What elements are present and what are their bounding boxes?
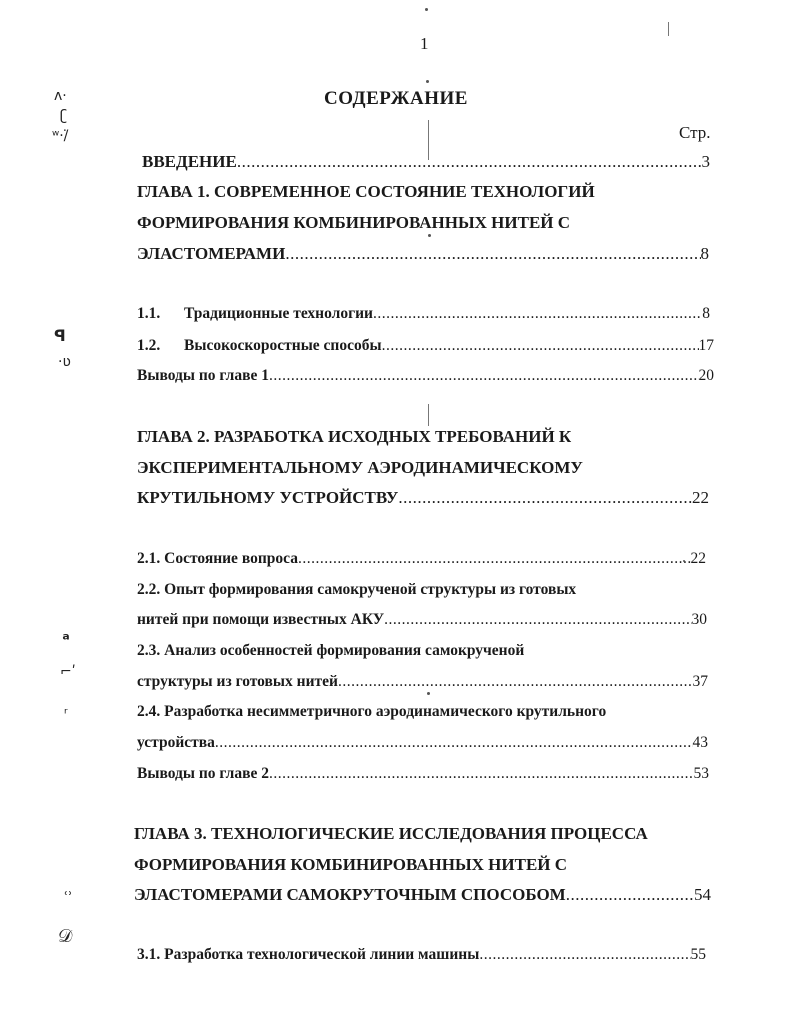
scan-mark: ⌐ʹ [60, 664, 76, 680]
toc-page: 3 [701, 152, 710, 171]
leader-dots [298, 550, 691, 568]
scan-line [428, 120, 429, 160]
toc-label: Высокоскоростные способы [184, 337, 382, 354]
scan-mark: ʗ [60, 108, 68, 124]
scan-speck [428, 234, 431, 237]
toc-entry-2-4 [137, 734, 708, 752]
toc-label: 2.1. Состояние вопроса [137, 550, 298, 567]
scan-mark: ʷ·/̇ [52, 128, 69, 144]
chapter-heading-line: ГЛАВА 1. СОВРЕМЕННОЕ СОСТОЯНИЕ ТЕХНОЛОГИЙ [137, 182, 595, 201]
toc-label: ЭЛАСТОМЕРАМИ [137, 244, 286, 263]
toc-page: 17 [698, 337, 714, 354]
chapter-heading-line: ФОРМИРОВАНИЯ КОМБИНИРОВАННЫХ НИТЕЙ С [134, 855, 568, 874]
toc-entry-intro [142, 152, 710, 172]
toc-entry-2-2 [137, 611, 707, 629]
leader-dots [269, 367, 699, 385]
leader-dots [285, 244, 700, 264]
leader-dots [215, 734, 693, 752]
scan-speck [426, 80, 429, 83]
toc-entry-2-4-line: 2.4. Разработка несимметричного аэродинамического крутильного [137, 703, 607, 720]
toc-page: 43 [692, 734, 708, 751]
toc-entry-2-2-line: 2.2. Опыт формирования самокрученой структуры из готовых [137, 581, 577, 598]
toc-entry-conclusions-1 [137, 367, 714, 385]
toc-entry-1-2 [137, 337, 714, 355]
toc-entry-2-3-line: 2.3. Анализ особенностей формирования самокрученой [137, 642, 525, 659]
toc-entry-2-1 [137, 550, 706, 568]
leader-dots [382, 337, 699, 355]
toc-entry-3-1 [137, 946, 706, 964]
scan-speck [683, 560, 685, 562]
leader-dots [269, 765, 694, 783]
leader-dots [373, 305, 702, 323]
toc-label: КРУТИЛЬНОМУ УСТРОЙСТВУ [137, 488, 399, 507]
toc-entry-chapter-2 [137, 488, 709, 508]
toc-page: 22 [690, 550, 706, 567]
toc-page: 55 [690, 946, 706, 963]
toc-label: 3.1. Разработка технологической линии машины [137, 946, 480, 963]
page-number: 1 [420, 34, 429, 53]
scan-mark: ·ʋ [58, 354, 71, 370]
scan-mark: ꟼ [54, 326, 66, 345]
scan-mark: ᵃ [62, 630, 70, 650]
toc-page: 8 [702, 305, 710, 322]
chapter-heading-line: ЭКСПЕРИМЕНТАЛЬНОМУ АЭРОДИНАМИЧЕСКОМУ [137, 458, 583, 477]
toc-label: устройства [137, 734, 215, 751]
toc-label: структуры из готовых нитей [137, 673, 338, 690]
page-title: СОДЕРЖАНИЕ [324, 88, 468, 109]
toc-entry-1-1 [137, 305, 710, 323]
toc-label: ВВЕДЕНИЕ [142, 152, 237, 171]
scan-speck [427, 692, 430, 695]
toc-page: 54 [694, 885, 711, 904]
scan-line [668, 22, 669, 36]
scan-mark: 𝒟 [58, 926, 73, 947]
chapter-heading-line: ГЛАВА 2. РАЗРАБОТКА ИСХОДНЫХ ТРЕБОВАНИЙ К [137, 427, 572, 446]
toc-entry-chapter-1 [137, 244, 709, 264]
section-number: 1.2. [137, 337, 161, 354]
leader-dots [384, 611, 691, 629]
toc-page: 8 [700, 244, 709, 263]
leader-dots [479, 946, 690, 964]
chapter-heading-line: ГЛАВА 3. ТЕХНОЛОГИЧЕСКИЕ ИССЛЕДОВАНИЯ ПРОЦЕССА [134, 824, 648, 843]
toc-label: Выводы по главе 2 [137, 765, 269, 782]
toc-page: 30 [691, 611, 707, 628]
toc-entry-conclusions-2 [137, 765, 709, 783]
toc-page: 53 [693, 765, 709, 782]
scan-mark: ʳ [64, 706, 68, 722]
leader-dots [338, 673, 693, 691]
leader-dots [566, 885, 694, 905]
scan-mark: ʿʾ [64, 890, 73, 906]
leader-dots [237, 152, 702, 172]
chapter-heading-line: ФОРМИРОВАНИЯ КОМБИНИРОВАННЫХ НИТЕЙ С [137, 213, 571, 232]
scan-mark: ᴧ· [54, 88, 67, 104]
toc-page: 37 [692, 673, 708, 690]
toc-label: нитей при помощи известных АКУ [137, 611, 385, 628]
scan-line [428, 404, 429, 426]
toc-label: ЭЛАСТОМЕРАМИ САМОКРУТОЧНЫМ СПОСОБОМ [134, 885, 566, 904]
scan-speck [425, 8, 428, 11]
toc-entry-chapter-3 [134, 885, 711, 905]
toc-entry-2-3 [137, 673, 708, 691]
section-number: 1.1. [137, 305, 161, 322]
toc-label: Традиционные технологии [184, 305, 373, 322]
toc-page: 22 [692, 488, 709, 507]
toc-page: 20 [698, 367, 714, 384]
toc-label: Выводы по главе 1 [137, 367, 269, 384]
leader-dots [398, 488, 692, 508]
pages-column-label: Стр. [679, 123, 711, 142]
